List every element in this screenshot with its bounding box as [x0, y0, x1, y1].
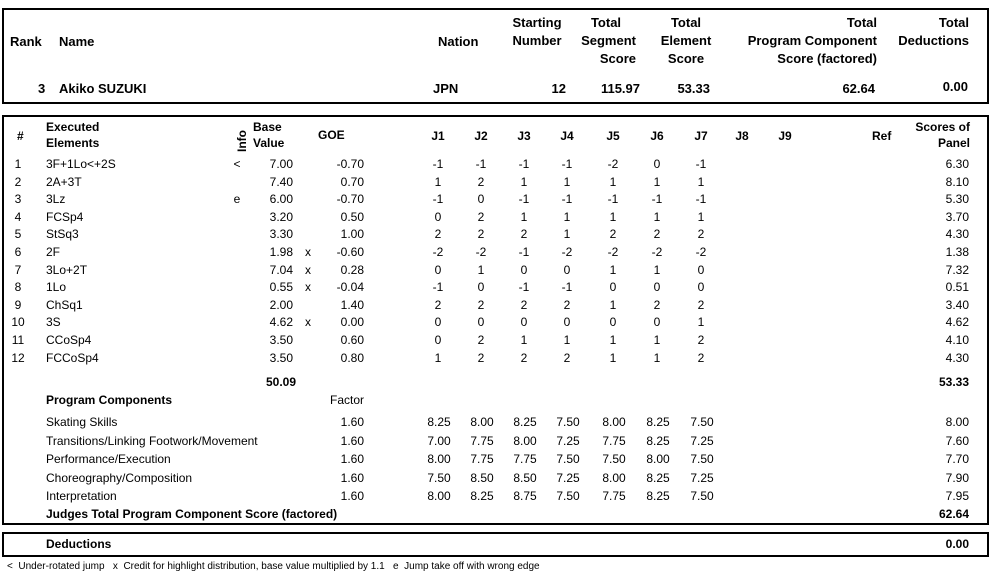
element-judge-score-j6: -2	[651, 245, 663, 259]
program-component-judge-score-j6: 8.25	[646, 415, 670, 429]
element-judge-score-j7: 1	[697, 209, 705, 224]
element-name: 3F+1Lo<+2S	[46, 157, 116, 171]
element-judge-score-j3: -1	[518, 157, 530, 171]
skater-pcs: 62.64	[842, 81, 875, 96]
element-judge-score-j7: 1	[697, 174, 705, 189]
program-component-judge-score-j7: 7.25	[690, 470, 714, 485]
judge-header-j7: J7	[694, 129, 708, 143]
program-component-judge-score-j5: 8.00	[602, 415, 626, 429]
element-row	[0, 314, 991, 331]
judges-total-pcs-label: Judges Total Program Component Score (factored)	[46, 507, 338, 521]
element-info: e	[233, 192, 241, 207]
element-goe: 0.50	[340, 209, 364, 224]
program-component-judge-score-j2: 8.50	[470, 470, 494, 485]
element-row	[0, 279, 991, 296]
scores-of-panel-header: Scores of Panel	[915, 120, 970, 150]
tes-header: Total Element Score	[660, 15, 712, 66]
element-number: 2	[14, 174, 22, 189]
element-base-value: 2.00	[269, 297, 293, 312]
element-bonus-mark: x	[305, 245, 311, 259]
element-goe: 0.60	[340, 333, 364, 347]
element-judge-score-j3: -1	[518, 245, 530, 259]
element-judge-score-j1: 0	[434, 315, 442, 330]
element-judge-score-j2: -2	[475, 245, 487, 259]
element-judge-score-j1: 1	[434, 350, 442, 365]
element-name: StSq3	[46, 227, 79, 242]
program-component-factor: 1.60	[340, 452, 364, 467]
program-component-judge-score-j2: 8.25	[470, 489, 494, 504]
element-judge-score-j6: 0	[653, 157, 661, 171]
goe-header: GOE	[318, 128, 345, 142]
element-panel-score: 5.30	[945, 192, 969, 207]
element-judge-score-j1: 1	[434, 174, 442, 189]
program-component-factor: 1.60	[340, 470, 364, 485]
skater-rank: 3	[38, 81, 46, 96]
element-judge-score-j6: 0	[653, 280, 661, 295]
element-judge-score-j4: 0	[563, 315, 571, 330]
element-judge-score-j6: 2	[653, 227, 661, 242]
program-component-panel-score: 7.60	[945, 433, 969, 448]
element-name: ChSq1	[46, 297, 83, 312]
element-goe: -0.70	[336, 157, 364, 171]
judge-header-j6: J6	[650, 129, 664, 143]
skater-name: Akiko SUZUKI	[59, 81, 147, 96]
element-judge-score-j1: -1	[432, 192, 444, 207]
program-component-name: Performance/Execution	[46, 452, 171, 467]
program-component-panel-score: 7.90	[945, 470, 969, 485]
pcs-header: Total Program Component Score (factored)	[747, 15, 877, 66]
element-row	[0, 209, 991, 226]
element-goe: 1.00	[340, 227, 364, 242]
element-judge-score-j2: 2	[477, 333, 485, 347]
element-row	[0, 244, 991, 261]
element-judge-score-j4: -1	[561, 280, 573, 295]
judge-header-j4: J4	[560, 129, 574, 143]
element-judge-score-j3: 2	[520, 227, 528, 242]
element-name: 2F	[46, 245, 61, 259]
element-judge-score-j6: 1	[653, 350, 661, 365]
element-bonus-mark: x	[305, 280, 311, 295]
element-judge-score-j3: 0	[520, 262, 528, 277]
element-judge-score-j2: 1	[477, 262, 485, 277]
element-panel-score: 3.40	[945, 297, 969, 312]
executed-elements-header: Executed Elements	[46, 120, 100, 150]
element-judge-score-j3: 1	[520, 174, 528, 189]
program-component-judge-score-j6: 8.00	[646, 452, 670, 467]
element-base-value: 3.20	[269, 209, 293, 224]
element-judge-score-j1: 0	[434, 262, 442, 277]
program-component-judge-score-j2: 8.00	[470, 415, 494, 429]
element-judge-score-j4: 1	[563, 227, 571, 242]
element-judge-score-j1: -1	[432, 280, 444, 295]
program-component-judge-score-j3: 8.00	[513, 433, 537, 448]
element-goe: 1.40	[340, 297, 364, 312]
element-judge-score-j3: 1	[520, 209, 528, 224]
skater-tes: 53.33	[677, 81, 710, 96]
program-component-judge-score-j1: 7.00	[427, 433, 451, 448]
element-judge-score-j7: 2	[697, 227, 705, 242]
name-header: Name	[59, 34, 95, 49]
program-component-row	[0, 414, 991, 431]
element-base-value: 3.50	[269, 333, 293, 347]
element-base-value: 1.98	[269, 245, 293, 259]
element-judge-score-j2: 2	[477, 209, 485, 224]
element-panel-score: 4.30	[945, 227, 969, 242]
element-number: 7	[14, 262, 22, 277]
element-row	[0, 262, 991, 279]
element-number: 6	[14, 245, 22, 259]
element-judge-score-j4: 2	[563, 297, 571, 312]
element-name: 3Lo+2T	[46, 262, 88, 277]
element-number: 3	[14, 192, 22, 207]
element-judge-score-j5: -2	[607, 157, 619, 171]
element-judge-score-j7: 2	[697, 350, 705, 365]
element-row	[0, 174, 991, 191]
judge-header-j2: J2	[474, 129, 488, 143]
element-goe: 0.28	[340, 262, 364, 277]
starting-number-header: Starting Number	[512, 15, 562, 48]
element-judge-score-j6: 2	[653, 297, 661, 312]
program-component-judge-score-j1: 8.25	[427, 415, 451, 429]
element-judge-score-j4: 1	[563, 174, 571, 189]
element-judge-score-j5: 1	[609, 350, 617, 365]
element-base-value: 7.04	[269, 262, 293, 277]
element-base-value: 0.55	[269, 280, 293, 295]
element-judge-score-j7: 0	[697, 280, 705, 295]
program-component-judge-score-j6: 8.25	[646, 433, 670, 448]
program-component-row	[0, 451, 991, 468]
program-component-judge-score-j4: 7.25	[556, 470, 580, 485]
element-judge-score-j1: 0	[434, 333, 442, 347]
element-judge-score-j2: 2	[477, 227, 485, 242]
element-judge-score-j5: 0	[609, 315, 617, 330]
element-judge-score-j5: -1	[607, 192, 619, 207]
element-number: 5	[14, 227, 22, 242]
skater-starting-number: 12	[551, 81, 566, 96]
element-judge-score-j6: 0	[653, 315, 661, 330]
element-judge-score-j4: 0	[563, 262, 571, 277]
element-number: 8	[14, 280, 22, 295]
deductions-header: Total Deductions	[898, 15, 969, 48]
program-component-judge-score-j3: 8.75	[513, 489, 537, 504]
program-component-judge-score-j4: 7.25	[556, 433, 580, 448]
element-goe: -0.04	[336, 280, 364, 295]
program-component-panel-score: 7.70	[945, 452, 969, 467]
skater-tss: 115.97	[600, 81, 640, 96]
program-components-header: Program Components	[46, 393, 173, 407]
program-component-judge-score-j1: 8.00	[427, 489, 451, 504]
element-judge-score-j1: -2	[432, 245, 444, 259]
element-bonus-mark: x	[305, 315, 311, 330]
deductions-box	[2, 532, 989, 557]
nation-header: Nation	[438, 34, 479, 49]
program-component-judge-score-j1: 8.00	[427, 452, 451, 467]
program-component-panel-score: 8.00	[945, 415, 969, 429]
program-component-judge-score-j4: 7.50	[556, 489, 580, 504]
element-name: CCoSp4	[46, 333, 92, 347]
base-value-header: Base Value	[253, 120, 285, 150]
program-component-row	[0, 470, 991, 487]
element-judge-score-j7: -1	[695, 157, 707, 171]
element-row	[0, 156, 991, 173]
program-component-factor: 1.60	[340, 415, 364, 429]
element-judge-score-j6: 1	[653, 333, 661, 347]
program-component-name: Choreography/Composition	[46, 470, 193, 485]
element-bonus-mark: x	[305, 262, 311, 277]
element-row	[0, 297, 991, 314]
element-panel-score: 8.10	[945, 174, 969, 189]
program-component-judge-score-j4: 7.50	[556, 415, 580, 429]
element-name: 3Lz	[46, 192, 66, 207]
element-row	[0, 226, 991, 243]
element-judge-score-j3: 2	[520, 297, 528, 312]
skater-deductions: 0.00	[942, 79, 968, 94]
element-panel-score: 7.32	[945, 262, 969, 277]
program-component-judge-score-j7: 7.50	[690, 452, 714, 467]
element-base-value: 7.00	[269, 157, 293, 171]
element-base-value: 3.30	[269, 227, 293, 242]
element-judge-score-j7: 2	[697, 333, 705, 347]
element-judge-score-j6: 1	[653, 262, 661, 277]
element-judge-score-j2: 0	[477, 315, 485, 330]
element-judge-score-j3: 1	[520, 333, 528, 347]
judge-header-j9: J9	[778, 129, 792, 143]
element-judge-score-j4: 1	[563, 333, 571, 347]
program-component-judge-score-j5: 7.50	[602, 452, 626, 467]
program-component-judge-score-j5: 7.75	[602, 433, 626, 448]
program-component-row	[0, 488, 991, 505]
element-goe: 0.00	[340, 315, 364, 330]
element-panel-score: 3.70	[945, 209, 969, 224]
element-name: 3S	[46, 315, 61, 330]
program-component-judge-score-j7: 7.25	[690, 433, 714, 448]
element-number: 1	[14, 157, 22, 171]
program-component-name: Transitions/Linking Footwork/Movement	[46, 433, 258, 448]
element-base-value: 3.50	[269, 350, 293, 365]
element-number: 9	[14, 297, 22, 312]
element-judge-score-j5: 0	[609, 280, 617, 295]
program-component-judge-score-j1: 7.50	[427, 470, 451, 485]
element-panel-score: 4.30	[945, 350, 969, 365]
program-component-judge-score-j2: 7.75	[470, 452, 494, 467]
element-row	[0, 191, 991, 208]
element-judge-score-j2: 2	[477, 174, 485, 189]
element-judge-score-j5: 1	[609, 174, 617, 189]
element-judge-score-j1: 2	[434, 297, 442, 312]
element-judge-score-j6: -1	[651, 192, 663, 207]
element-judge-score-j4: 1	[563, 209, 571, 224]
legend: < Under-rotated jump x Credit for highlight distribution, base value multiplied by 1.1 e Jump take off with wrong edge	[7, 561, 540, 572]
element-judge-score-j5: 1	[609, 297, 617, 312]
program-component-judge-score-j3: 8.50	[513, 470, 537, 485]
judges-total-pcs-value: 62.64	[938, 507, 969, 521]
skater-nation: JPN	[433, 81, 459, 96]
element-judge-score-j6: 1	[653, 209, 661, 224]
element-goe: -0.70	[336, 192, 364, 207]
element-judge-score-j2: 0	[477, 280, 485, 295]
program-component-judge-score-j3: 8.25	[513, 415, 537, 429]
element-base-value: 7.40	[269, 174, 293, 189]
info-header: Info	[235, 130, 249, 152]
element-row	[0, 350, 991, 367]
element-goe: 0.70	[340, 174, 364, 189]
element-judge-score-j7: -2	[695, 245, 707, 259]
element-panel-score: 0.51	[945, 280, 969, 295]
element-judge-score-j5: 2	[609, 227, 617, 242]
program-component-name: Skating Skills	[46, 415, 118, 429]
element-judge-score-j5: 1	[609, 333, 617, 347]
element-judge-score-j2: -1	[475, 157, 487, 171]
element-number: 10	[11, 315, 25, 330]
element-judge-score-j1: 0	[434, 209, 442, 224]
element-judge-score-j4: -1	[561, 192, 573, 207]
program-component-factor: 1.60	[340, 433, 364, 448]
program-component-judge-score-j7: 7.50	[690, 489, 714, 504]
element-judge-score-j5: -2	[607, 245, 619, 259]
deductions-label: Deductions	[46, 537, 112, 551]
element-judge-score-j7: 2	[697, 297, 705, 312]
element-judge-score-j3: 2	[520, 350, 528, 365]
program-component-judge-score-j4: 7.50	[556, 452, 580, 467]
program-component-row	[0, 433, 991, 450]
judge-header-j1: J1	[431, 129, 445, 143]
element-judge-score-j7: 1	[697, 315, 705, 330]
element-name: 2A+3T	[46, 174, 82, 189]
element-judge-score-j4: -2	[561, 245, 573, 259]
program-component-factor: 1.60	[340, 489, 364, 504]
program-component-judge-score-j5: 7.75	[602, 489, 626, 504]
element-goe: -0.60	[336, 245, 364, 259]
deductions-value: 0.00	[945, 537, 969, 551]
ref-header: Ref	[872, 129, 892, 143]
factor-header: Factor	[330, 393, 365, 407]
element-number: 11	[11, 333, 25, 347]
element-panel-score: 1.38	[945, 245, 969, 259]
program-component-judge-score-j7: 7.50	[690, 415, 714, 429]
element-base-value: 4.62	[269, 315, 293, 330]
elements-score-total: 53.33	[938, 375, 969, 389]
element-panel-score: 4.10	[945, 333, 969, 347]
element-judge-score-j2: 2	[477, 297, 485, 312]
element-panel-score: 4.62	[945, 315, 969, 330]
program-component-panel-score: 7.95	[945, 489, 969, 504]
element-judge-score-j6: 1	[653, 174, 661, 189]
element-number: 12	[11, 350, 25, 365]
element-goe: 0.80	[340, 350, 364, 365]
element-info: <	[233, 157, 241, 171]
program-component-judge-score-j6: 8.25	[646, 489, 670, 504]
element-name: FCSp4	[46, 209, 84, 224]
judge-header-j5: J5	[606, 129, 620, 143]
element-judge-score-j3: -1	[518, 192, 530, 207]
element-row	[0, 332, 991, 349]
element-judge-score-j4: -1	[561, 157, 573, 171]
element-judge-score-j3: -1	[518, 280, 530, 295]
tss-header: Total Segment Score	[581, 15, 636, 66]
element-judge-score-j2: 0	[477, 192, 485, 207]
num-header: #	[17, 129, 24, 143]
judge-header-j8: J8	[735, 129, 749, 143]
element-base-value: 6.00	[269, 192, 293, 207]
element-judge-score-j1: 2	[434, 227, 442, 242]
judge-header-j3: J3	[517, 129, 531, 143]
program-component-judge-score-j2: 7.75	[470, 433, 494, 448]
element-name: 1Lo	[46, 280, 67, 295]
element-judge-score-j1: -1	[432, 157, 444, 171]
element-judge-score-j5: 1	[609, 262, 617, 277]
element-judge-score-j7: 0	[697, 262, 705, 277]
element-judge-score-j4: 2	[563, 350, 571, 365]
program-component-judge-score-j5: 8.00	[602, 470, 626, 485]
element-judge-score-j7: -1	[695, 192, 707, 207]
element-panel-score: 6.30	[945, 157, 969, 171]
rank-header: Rank	[10, 34, 42, 49]
program-component-judge-score-j3: 7.75	[513, 452, 537, 467]
base-value-total: 50.09	[265, 375, 296, 389]
program-component-judge-score-j6: 8.25	[646, 470, 670, 485]
element-judge-score-j5: 1	[609, 209, 617, 224]
program-component-name: Interpretation	[46, 489, 117, 504]
element-judge-score-j2: 2	[477, 350, 485, 365]
element-name: FCCoSp4	[46, 350, 99, 365]
element-number: 4	[14, 209, 22, 224]
element-judge-score-j3: 0	[520, 315, 528, 330]
